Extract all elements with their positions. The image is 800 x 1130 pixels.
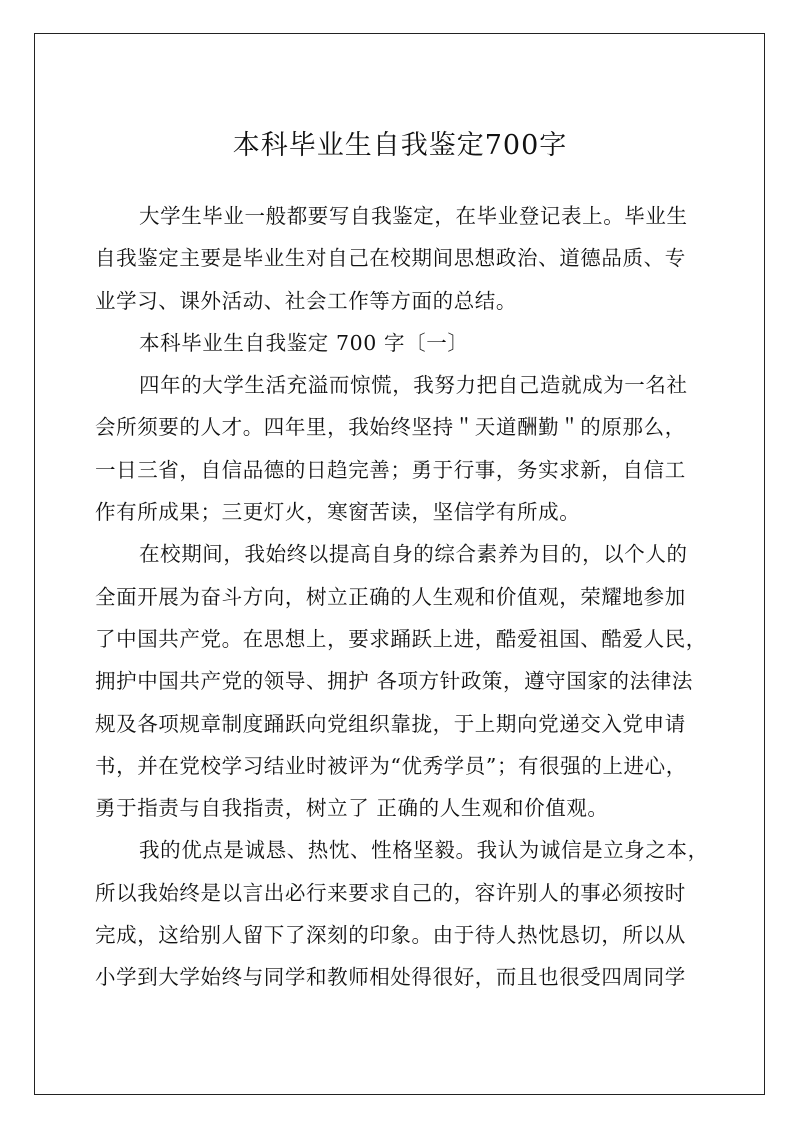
text-line: 了中国共产党。在思想上，要求踊跃上进，酷爱祖国、酷爱人民，	[95, 626, 707, 651]
text-line: 作有所成果；三更灯火，寒窗苦读，坚信学有所成。	[95, 500, 581, 525]
text-line: 一日三省，自信品德的日趋完善；勇于行事，务实求新，自信工	[95, 457, 686, 482]
document-body	[95, 195, 715, 999]
document-title: 本科毕业生自我鉴定700字	[232, 130, 568, 161]
text-line: 大学生毕业一般都要写自我鉴定，在毕业登记表上。毕业生	[139, 204, 688, 228]
text-line: 拥护中国共产党的领导、拥护 各项方针政策，遵守国家的法律法	[95, 669, 693, 694]
text-line: 完成，这给别人留下了深刻的印象。由于待人热忱恳切，所以从	[95, 923, 686, 948]
text-line: 小学到大学始终与同学和教师相处得很好，而且也很受四周同学	[95, 965, 686, 990]
text-line: 四年的大学生活充溢而惊慌，我努力把自己造就成为一名社	[139, 373, 688, 398]
text-line: 我的优点是诚恳、热忱、性格坚毅。我认为诚信是立身之本，	[139, 838, 709, 863]
text-line: 全面开展为奋斗方向，树立正确的人生观和价值观，荣耀地参加	[95, 584, 686, 609]
text-line: 规及各项规章制度踊跃向党组织靠拢，于上期向党递交入党申请	[95, 711, 686, 736]
text-line: 勇于指责与自我指责，树立了 正确的人生观和价值观。	[95, 796, 609, 821]
text-line: 自我鉴定主要是毕业生对自己在校期间思想政治、道德品质、专	[95, 246, 686, 271]
text-line: 在校期间，我始终以提高自身的综合素养为目的，以个人的	[139, 542, 688, 567]
text-line: 业学习、课外活动、社会工作等方面的总结。	[95, 288, 517, 313]
text-line: 书，并在党校学习结业时被评为“优秀学员”；有很强的上进心，	[95, 753, 687, 778]
section-heading: 本科毕业生自我鉴定 700 字〔一〕	[139, 330, 469, 355]
text-line: 所以我始终是以言出必行来要求自己的，容许别人的事必须按时	[95, 880, 686, 905]
text-line: 会所须要的人才。四年里，我始终坚持＂天道酬勤＂的原那么，	[95, 415, 686, 440]
